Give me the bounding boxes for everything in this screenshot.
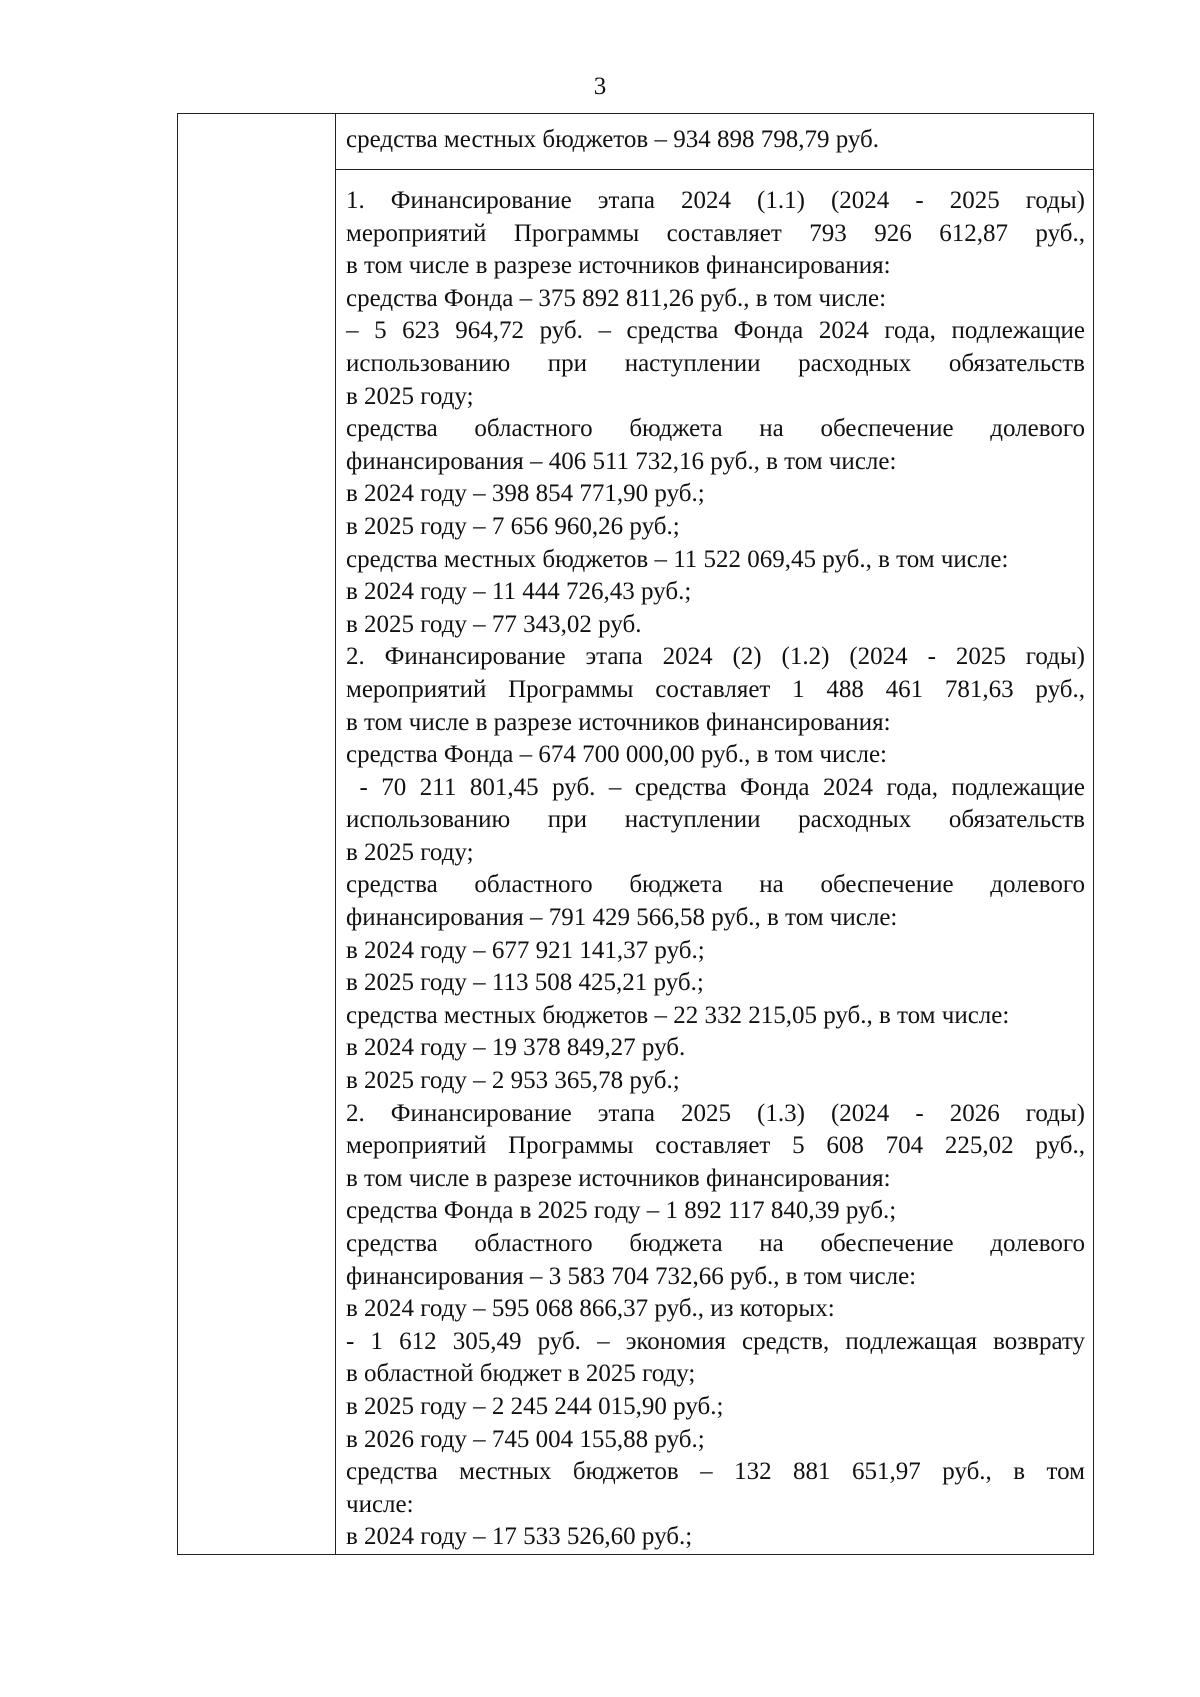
stage-financing-text <box>346 185 1085 1554</box>
table-left-column <box>178 114 336 1554</box>
table-row-stages <box>336 170 1093 1554</box>
text-line: в 2025 году; <box>346 838 474 866</box>
text-line: мероприятий Программы составляет 5 608 704 225,02 руб., <box>346 1132 1085 1160</box>
text-line: средства областного бюджета на обеспечение долевого <box>346 871 1085 899</box>
text-line: - 70 211 801,45 руб. – средства Фонда 2024 года, подлежащие <box>346 773 1085 801</box>
text-line: мероприятий Программы составляет 793 926 612,87 руб., <box>346 219 1085 247</box>
text-line: средства местных бюджетов – 132 881 651,97 руб., в том <box>346 1458 1085 1486</box>
text-line: финансирования – 3 583 704 732,66 руб., в том числе: <box>346 1262 917 1290</box>
text-line: в 2025 году – 77 343,02 руб. <box>346 610 642 638</box>
text-line: средства Фонда – 674 700 000,00 руб., в том числе: <box>346 741 887 769</box>
text-line: использованию при наступлении расходных обязательств <box>346 349 1085 377</box>
text-line: числе: <box>346 1490 414 1518</box>
text-line: средства местных бюджетов – 22 332 215,05 руб., в том числе: <box>346 1001 1010 1029</box>
text-line: в 2025 году – 2 953 365,78 руб.; <box>346 1067 680 1095</box>
text-line: в том числе в разрезе источников финансирования: <box>346 708 891 736</box>
text-line: в том числе в разрезе источников финансирования: <box>346 1164 891 1192</box>
text-line: средства Фонда – 375 892 811,26 руб., в том числе: <box>346 284 887 312</box>
text-line: средства областного бюджета на обеспечение долевого <box>346 415 1085 443</box>
text-line: – 5 623 964,72 руб. – средства Фонда 2024 года, подлежащие <box>346 317 1085 345</box>
text-line: средства областного бюджета на обеспечение долевого <box>346 1230 1085 1257</box>
text-line: в том числе в разрезе источников финансирования: <box>346 252 891 280</box>
text-line: в 2026 году – 745 004 155,88 руб.; <box>346 1425 705 1453</box>
text-line: финансирования – 791 429 566,58 руб., в том числе: <box>346 904 898 932</box>
text-line: в 2024 году – 11 444 726,43 руб.; <box>346 578 692 606</box>
text-line: средства местных бюджетов – 11 522 069,45 руб., в том числе: <box>346 545 1009 573</box>
text-line: - 1 612 305,49 руб. – экономия средств, подлежащая возврату <box>346 1327 1085 1355</box>
local-budgets-total: средства местных бюджетов – 934 898 798,79 руб. <box>346 126 880 153</box>
text-line: в 2025 году; <box>346 382 474 410</box>
text-line: использованию при наступлении расходных обязательств <box>346 806 1085 834</box>
text-line: финансирования – 406 511 732,16 руб., в том числе: <box>346 447 897 475</box>
text-line: мероприятий Программы составляет 1 488 461 781,63 руб., <box>346 675 1085 703</box>
text-line: в 2025 году – 7 656 960,26 руб.; <box>346 512 680 540</box>
text-line: 1. Финансирование этапа 2024 (1.1) (2024 - 2025 годы) <box>346 187 1085 214</box>
page-number: 3 <box>593 73 607 100</box>
text-line: 2. Финансирование этапа 2025 (1.3) (2024 - 2026 годы) <box>346 1099 1085 1127</box>
text-line: в областной бюджет в 2025 году; <box>346 1360 696 1388</box>
text-line: в 2024 году – 398 854 771,90 руб.; <box>346 480 705 508</box>
table-row-local-budgets <box>336 114 1093 170</box>
financing-table <box>177 113 1094 1555</box>
text-line: в 2024 году – 19 378 849,27 руб. <box>346 1034 686 1062</box>
text-line: в 2024 году – 677 921 141,37 руб.; <box>346 936 705 964</box>
text-line: в 2024 году – 595 068 866,37 руб., из которых: <box>346 1295 835 1323</box>
text-line: в 2025 году – 2 245 244 015,90 руб.; <box>346 1392 724 1420</box>
text-line: средства Фонда в 2025 году – 1 892 117 840,39 руб.; <box>346 1197 897 1225</box>
text-line: в 2024 году – 17 533 526,60 руб.; <box>346 1523 693 1551</box>
text-line: 2. Финансирование этапа 2024 (2) (1.2) (2024 - 2025 годы) <box>346 643 1085 671</box>
text-line: в 2025 году – 113 508 425,21 руб.; <box>346 969 704 997</box>
